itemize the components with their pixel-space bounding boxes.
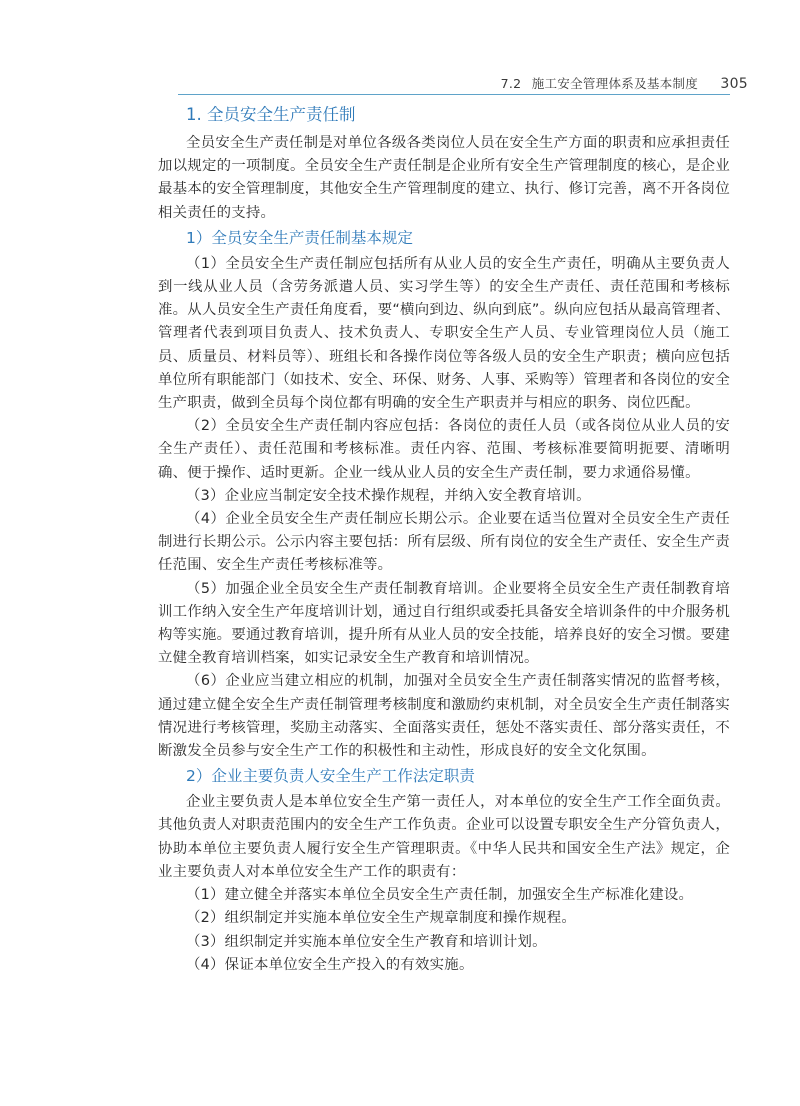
paragraph-item: （3）企业应当制定安全技术操作规程，并纳入安全教育培训。: [186, 487, 591, 504]
paragraph-item: （6）企业应当建立相应的机制，加强对全员安全生产责任制落实情况的监督考核，通过建立健全安全生产责任制管理考核制度和激励约束机制，对全员安全生产责任制落实情况进行考核管理，奖励主动落实、全面落实责任，惩处不落实责任、部分落实责任，不断激发全员参与安全生产工作的积极性和主动性，形成良好的安全文化氛围。: [158, 673, 730, 760]
subheading-1: 1）全员安全生产责任制基本规定: [186, 228, 413, 247]
duty-item: （4）保证本单位安全生产投入的有效实施。: [186, 956, 474, 973]
running-header: [0, 74, 748, 92]
sub2-intro-paragraph: 企业主要负责人是本单位安全生产第一责任人，对本单位的安全生产工作全面负责。其他负责人对职责范围内的安全生产工作负责。企业可以设置专职安全生产分管负责人，协助本单位主要负责人履行安全生产管理职责。《中华人民共和国安全生产法》规定，企业主要负责人对本单位安全生产工作的职责有：: [158, 794, 730, 880]
paragraph-item: （2）全员安全生产责任制内容应包括：各岗位的责任人员（或各岗位从业人员的安全生产责任）、责任范围和考核标准。责任内容、范围、考核标准要简明扼要、清晰明确、便于操作、适时更新。企业一线从业人员的安全生产责任制，要力求通俗易懂。: [158, 418, 730, 481]
subheading-2: 2）企业主要负责人安全生产工作法定职责: [186, 767, 475, 786]
heading-1: 1. 全员安全生产责任制: [186, 105, 356, 124]
section-number: 7.2: [500, 76, 522, 91]
duty-item: （1）建立健全并落实本单位全员安全生产责任制，加强安全生产标准化建设。: [186, 887, 694, 904]
header-divider: [178, 94, 730, 95]
intro-paragraph: 全员安全生产责任制是对单位各级各类岗位人员在安全生产方面的职责和应承担责任加以规定的一项制度。全员安全生产责任制是企业所有安全生产管理制度的核心，是企业最基本的安全管理制度，其他安全生产管理制度的建立、执行、修订完善，离不开各岗位相关责任的支持。: [158, 135, 730, 221]
paragraph-item: （1）全员安全生产责任制应包括所有从业人员的安全生产责任，明确从主要负责人到一线从业人员（含劳务派遣人员、实习学生等）的安全生产责任、责任范围和考核标准。从人员安全生产责任角度看，要“横向到边、纵向到底”。纵向应包括从最高管理者、管理者代表到项目负责人、技术负责人、专职安全生产人员、专业管理岗位人员（施工员、质量员、材料员等）、班组长和各操作岗位等各级人员的安全生产职责；横向应包括单位所有职能部门（如技术、安全、环保、财务、人事、采购等）管理者和各岗位的安全生产职责，做到全员每个岗位都有明确的安全生产职责并与相应的职务、岗位匹配。: [158, 255, 730, 412]
paragraph-item: （5）加强企业全员安全生产责任制教育培训。企业要将全员安全生产责任制教育培训工作纳入安全生产年度培训计划，通过自行组织或委托具备安全培训条件的中介服务机构等实施。要通过教育培训，提升所有从业人员的安全技能，培养良好的安全习惯。要建立健全教育培训档案，如实记录安全生产教育和培训情况。: [158, 580, 730, 667]
duty-item: （3）组织制定并实施本单位安全生产教育和培训计划。: [186, 933, 547, 950]
section-title: 施工安全管理体系及基本制度: [531, 76, 699, 91]
page-body: [158, 100, 730, 977]
duty-item: （2）组织制定并实施本单位安全生产规章制度和操作规程。: [186, 910, 577, 927]
page-number: 305: [720, 76, 748, 92]
paragraph-item: （4）企业全员安全生产责任制应长期公示。企业要在适当位置对全员安全生产责任制进行长期公示。公示内容主要包括：所有层级、所有岗位的安全生产责任、安全生产责任范围、安全生产责任考核标准等。: [158, 511, 730, 574]
